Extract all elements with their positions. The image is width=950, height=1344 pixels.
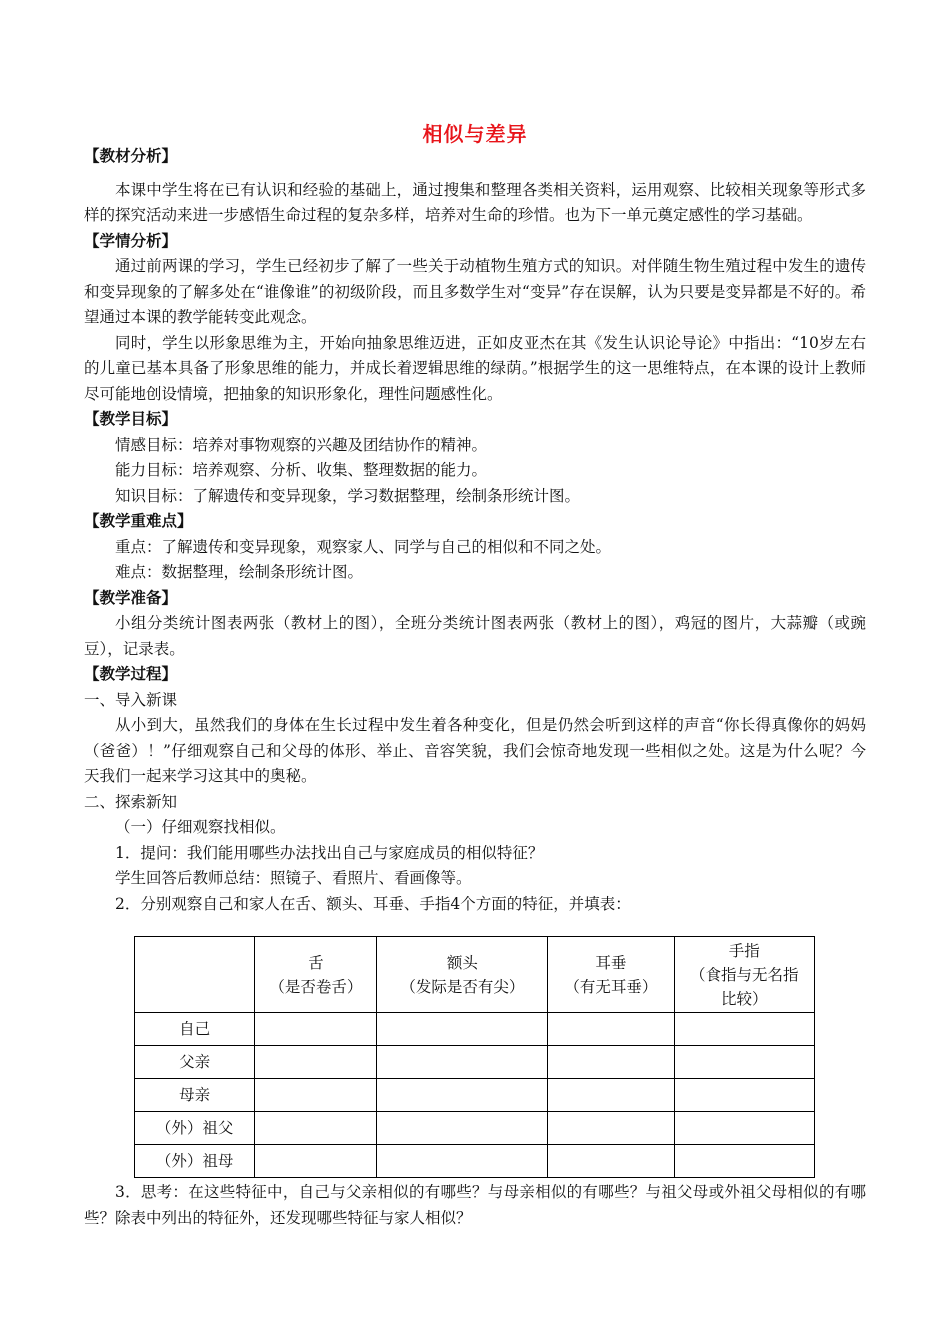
paragraph: 同时，学生以形象思维为主，开始向抽象思维迈进，正如皮亚杰在其《发生认识论导论》中指出：“10岁左右的儿童已基本具备了形象思维的能力，并成长着逻辑思维的绿荫。”根据学生的这一思维特点，在本课的设计上教师尽可能地创设情境，把抽象的知识形象化，理性问题感性化。 xyxy=(84,333,866,403)
heading-preparation: 【教学准备】 xyxy=(84,588,178,607)
paragraph: 本课中学生将在已有认识和经验的基础上，通过搜集和整理各类相关资料，运用观察、比较相关现象等形式多样的探究活动来进一步感悟生命过程的复杂多样，培养对生命的珍惜。也为下一单元奠定感性的学习基础。 xyxy=(84,180,866,224)
table-cell[interactable] xyxy=(548,1079,674,1112)
step-item: 2．分别观察自己和家人在舌、额头、耳垂、手指4个方面的特征，并填表： xyxy=(115,894,631,913)
table-cell[interactable] xyxy=(674,1046,814,1079)
table-cell[interactable] xyxy=(255,1079,377,1112)
paragraph: 小组分类统计图表两张（教材上的图），全班分类统计图表两张（教材上的图），鸡冠的图片，大蒜瓣（或豌豆），记录表。 xyxy=(84,614,866,658)
goal-item: 知识目标：了解遗传和变异现象，学习数据整理，绘制条形统计图。 xyxy=(115,486,581,505)
table-row xyxy=(135,1046,815,1079)
row-label: 父亲 xyxy=(135,1046,255,1079)
table-cell[interactable] xyxy=(674,1112,814,1145)
paragraph: 从小到大，虽然我们的身体在生长过程中发生着各种变化，但是仍然会听到这样的声音“你长得真像你的妈妈（爸爸）！”仔细观察自己和父母的体形、举止、音容笑貌，我们会惊奇地发现一些相似之处。这是为什么呢？今天我们一起来学习这其中的奥秘。 xyxy=(84,716,866,785)
row-label: 母亲 xyxy=(135,1079,255,1112)
key-point: 难点：数据整理，绘制条形统计图。 xyxy=(115,563,364,581)
goal-item: 能力目标：培养观察、分析、收集、整理数据的能力。 xyxy=(115,461,488,479)
table-cell[interactable] xyxy=(377,1079,548,1112)
table-cell[interactable] xyxy=(255,1112,377,1145)
table-cell[interactable] xyxy=(377,1112,548,1145)
table-cell[interactable] xyxy=(548,1013,674,1046)
table-row xyxy=(135,1013,815,1046)
table-row xyxy=(135,1112,815,1145)
heading-textbook-analysis: 【教材分析】 xyxy=(84,147,178,165)
row-label: （外）祖母 xyxy=(135,1145,255,1178)
heading-key-points: 【教学重难点】 xyxy=(84,512,193,530)
heading-teaching-goals: 【教学目标】 xyxy=(84,410,178,428)
goal-item: 情感目标：培养对事物观察的兴趣及团结协作的精神。 xyxy=(115,435,488,454)
table-cell[interactable] xyxy=(548,1145,674,1178)
table-cell[interactable] xyxy=(255,1013,377,1046)
part-title: 二、探索新知 xyxy=(84,792,178,811)
header-cell: 额头 （发际是否有尖） xyxy=(377,937,548,1013)
paragraph: 通过前两课的学习，学生已经初步了解了一些关于动植物生殖方式的知识。对伴随生物生殖过程中发生的遗传和变异现象的了解多处在“谁像谁”的初级阶段，而且多数学生对“变异”存在误解，认为只要是变异都是不好的。希望通过本课的教学能转变此观念。 xyxy=(84,257,866,326)
page-title: 相似与差异 xyxy=(422,122,528,146)
heading-student-analysis: 【学情分析】 xyxy=(84,231,178,250)
header-cell: 手指 （食指与无名指 比较） xyxy=(674,937,814,1013)
table-cell[interactable] xyxy=(674,1013,814,1046)
table-row xyxy=(135,1079,815,1112)
table-header-row xyxy=(135,937,815,1013)
document-body-continued xyxy=(84,1180,866,1231)
key-point: 重点：了解遗传和变异现象，观察家人、同学与自己的相似和不同之处。 xyxy=(115,537,612,556)
table-cell[interactable] xyxy=(255,1046,377,1079)
step-item: （一）仔细观察找相似。 xyxy=(115,818,286,836)
header-cell: 舌 （是否卷舌） xyxy=(255,937,377,1013)
feature-table xyxy=(134,936,815,1178)
document-body xyxy=(84,144,866,917)
part-title: 一、导入新课 xyxy=(84,690,178,709)
header-cell xyxy=(135,937,255,1013)
table-row xyxy=(135,1145,815,1178)
table-cell[interactable] xyxy=(377,1013,548,1046)
table-cell[interactable] xyxy=(377,1145,548,1178)
table-cell[interactable] xyxy=(674,1079,814,1112)
step-item: 学生回答后教师总结：照镜子、看照片、看画像等。 xyxy=(115,869,472,887)
heading-teaching-process: 【教学过程】 xyxy=(84,665,178,683)
table-cell[interactable] xyxy=(255,1145,377,1178)
table-cell[interactable] xyxy=(548,1046,674,1079)
table-cell[interactable] xyxy=(377,1046,548,1079)
step-item: 1．提问：我们能用哪些办法找出自己与家庭成员的相似特征？ xyxy=(115,843,544,862)
table-cell[interactable] xyxy=(548,1112,674,1145)
paragraph: 3．思考：在这些特征中，自己与父亲相似的有哪些？与母亲相似的有哪些？与祖父母或外祖父母相似的有哪些？除表中列出的特征外，还发现哪些特征与家人相似？ xyxy=(84,1183,866,1227)
row-label: （外）祖父 xyxy=(135,1112,255,1145)
table-cell[interactable] xyxy=(674,1145,814,1178)
header-cell: 耳垂 （有无耳垂） xyxy=(548,937,674,1013)
row-label: 自己 xyxy=(135,1013,255,1046)
